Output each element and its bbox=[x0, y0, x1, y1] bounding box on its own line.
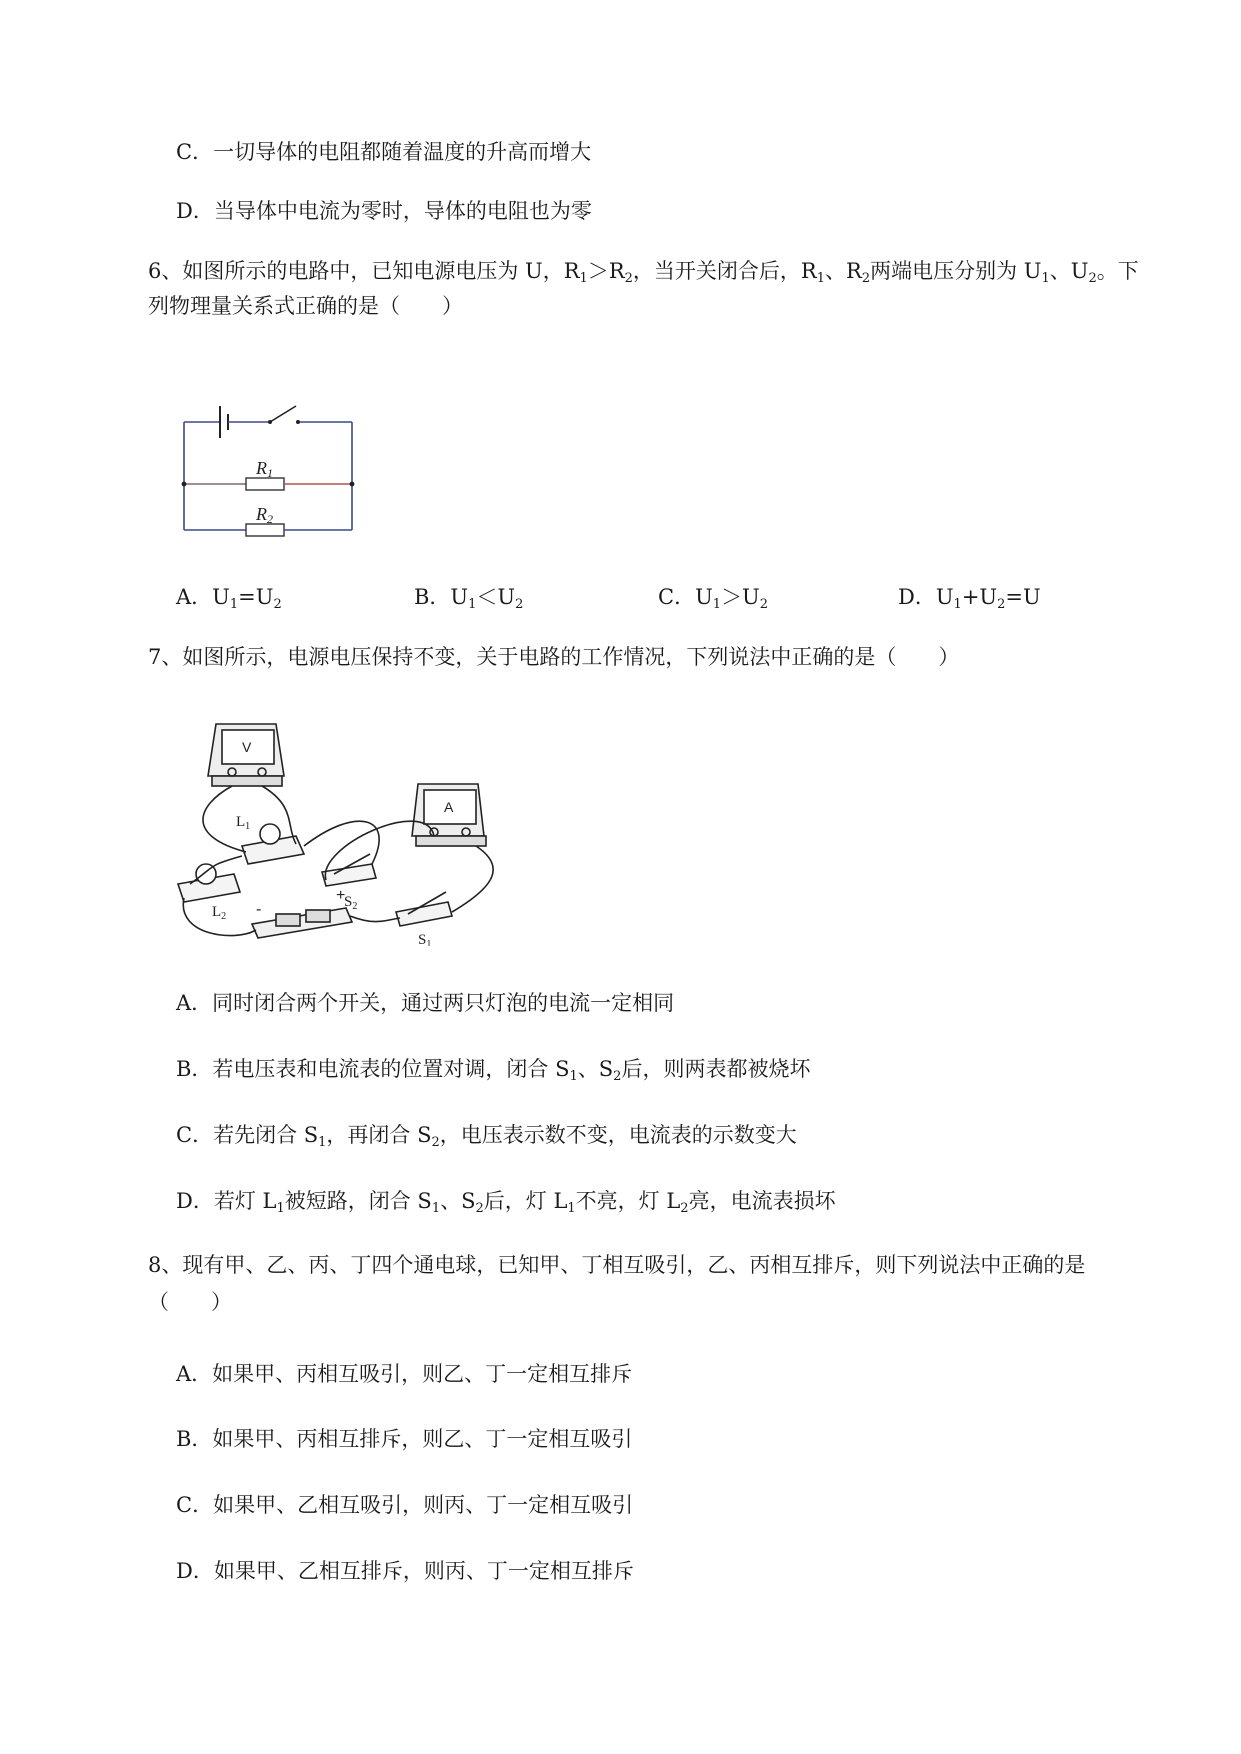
q8-stem-line1: 8、现有甲、乙、丙、丁四个通电球，已知甲、丁相互吸引，乙、丙相互排斥，则下列说法中正确的是 bbox=[148, 1253, 1086, 1277]
q7-option-a: A．同时闭合两个开关，通过两只灯泡的电流一定相同 bbox=[176, 991, 675, 1015]
q6-r1-label: R1 bbox=[256, 458, 273, 480]
q6-option-c: C．$U_1>U_2$ bbox=[658, 585, 769, 612]
q6-option-b: B．$U_1<U_2$ bbox=[414, 585, 524, 612]
q6-option-d: D．$U_1+U_2=U$ bbox=[898, 585, 1041, 612]
q7-stem: 7、如图所示，电源电压保持不变，关于电路的工作情况，下列说法中正确的是（ ） bbox=[148, 645, 960, 669]
q6-stem-line2: 列物理量关系式正确的是（ ） bbox=[148, 294, 463, 318]
q7-s2-label: $S_2$ bbox=[344, 894, 358, 912]
q7-circuit-photo bbox=[176, 716, 506, 946]
q7-voltmeter-label: V bbox=[242, 739, 252, 755]
q7-l2-label: $L_2$ bbox=[212, 904, 227, 922]
q7-option-d: D．若灯 $L_1$被短路，闭合 $S_1$、$S_2$后，灯 $L_1$不亮，灯 $L_2$亮，电流表损坏 bbox=[176, 1189, 836, 1216]
q6-option-a: A．$U_1=U_2$ bbox=[176, 585, 282, 612]
q5-option-d: D．当导体中电流为零时，导体的电阻也为零 bbox=[176, 199, 592, 223]
q8-option-d: D．如果甲、乙相互排斥，则丙、丁一定相互排斥 bbox=[176, 1559, 634, 1583]
q8-option-b: B．如果甲、丙相互排斥，则乙、丁一定相互吸引 bbox=[176, 1427, 633, 1451]
q8-option-c: C．如果甲、乙相互吸引，则丙、丁一定相互吸引 bbox=[176, 1493, 634, 1517]
q7-l1-label: $L_1$ bbox=[236, 814, 251, 832]
q6-r2-label: R2 bbox=[256, 504, 273, 526]
q7-s1-label: $S_1$ bbox=[418, 932, 432, 946]
q8-option-a: A．如果甲、丙相互吸引，则乙、丁一定相互排斥 bbox=[176, 1362, 633, 1386]
q7-plus-label: + bbox=[336, 887, 346, 904]
q8-stem-line2: （ ） bbox=[148, 1290, 232, 1314]
q7-option-c: C．若先闭合 $S_1$，再闭合 $S_2$，电压表示数不变，电流表的示数变大 bbox=[176, 1123, 797, 1150]
q6-stem-line1: 6、如图所示的电路中，已知电源电压为 U，$R_1>R_2$，当开关闭合后，$R_1$、$R_2$两端电压分别为 $U_1$、$U_2$。下 bbox=[148, 259, 1139, 286]
q6-circuit-diagram bbox=[176, 392, 366, 542]
q7-minus-label: - bbox=[256, 901, 262, 918]
q7-ammeter-label: A bbox=[444, 799, 454, 815]
q5-option-c: C．一切导体的电阻都随着温度的升高而增大 bbox=[176, 140, 592, 164]
q7-option-b: B．若电压表和电流表的位置对调，闭合 $S_1$、$S_2$后，则两表都被烧坏 bbox=[176, 1057, 811, 1084]
